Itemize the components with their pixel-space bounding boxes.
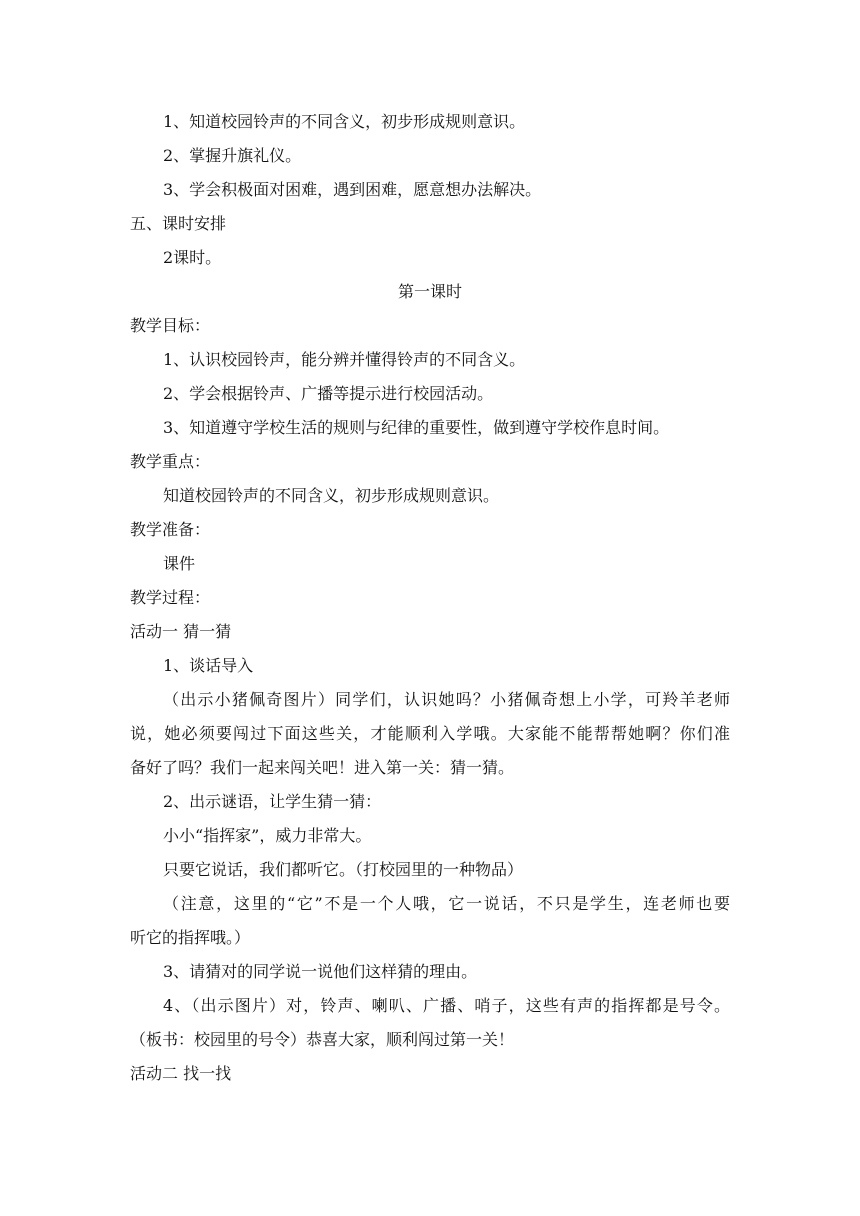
heading-key-points: 教学重点： xyxy=(130,452,211,471)
heading-preparation: 教学准备： xyxy=(130,520,211,539)
step-2-heading: 2、出示谜语，让学生猜一猜： xyxy=(163,792,382,811)
step-4-text: 4、（出示图片）对，铃声、喇叭、广播、哨子，这些有声的指挥都是号令。 xyxy=(163,996,730,1015)
teaching-goal-2: 2、学会根据铃声、广播等提示进行校园活动。 xyxy=(163,384,494,403)
heading-process: 教学过程： xyxy=(130,588,211,607)
paragraph-line: 说，她必须要闯过下面这些关，才能顺利入学哦。大家能不能帮帮她啊？你们准 xyxy=(130,724,730,743)
activity-2-heading: 活动二 找一找 xyxy=(130,1064,232,1083)
heading-teaching-goals: 教学目标： xyxy=(130,316,211,335)
teaching-goal-1: 1、认识校园铃声，能分辨并懂得铃声的不同含义。 xyxy=(163,350,526,369)
activity-1-heading: 活动一 猜一猜 xyxy=(130,622,232,641)
lesson-title: 第一课时 xyxy=(397,282,462,301)
riddle-line-2: 只要它说话，我们都听它。（打校园里的一种物品） xyxy=(163,860,524,879)
teaching-goal-3: 3、知道遵守学校生活的规则与纪律的重要性，做到遵守学校作息时间。 xyxy=(163,418,670,437)
schedule-text: 2课时。 xyxy=(163,248,222,267)
goal-item-1: 1、知道校园铃声的不同含义，初步形成规则意识。 xyxy=(163,112,526,131)
step-4-text: （板书：校园里的号令）恭喜大家，顺利闯过第一关！ xyxy=(130,1030,515,1049)
paragraph-line: （出示小猪佩奇图片）同学们，认识她吗？小猪佩奇想上小学，可羚羊老师 xyxy=(163,690,730,709)
paragraph-line: 备好了吗？我们一起来闯关吧！进入第一关：猜一猜。 xyxy=(130,758,515,777)
goal-item-2: 2、掌握升旗礼仪。 xyxy=(163,146,302,165)
preparation-text: 课件 xyxy=(163,554,196,573)
key-points-text: 知道校园铃声的不同含义，初步形成规则意识。 xyxy=(163,486,500,505)
goal-item-3: 3、学会积极面对困难，遇到困难，愿意想办法解决。 xyxy=(163,180,542,199)
step-3-text: 3、请猜对的同学说一说他们这样猜的理由。 xyxy=(163,962,478,981)
section-heading-schedule: 五、课时安排 xyxy=(130,214,227,233)
step-1-heading: 1、谈话导入 xyxy=(163,656,254,675)
note-line: （注意，这里的“它”不是一个人哦，它一说话，不只是学生，连老师也要 xyxy=(163,894,730,913)
riddle-line-1: 小小“指挥家”，威力非常大。 xyxy=(163,826,372,845)
note-line: 听它的指挥哦。） xyxy=(130,928,251,947)
